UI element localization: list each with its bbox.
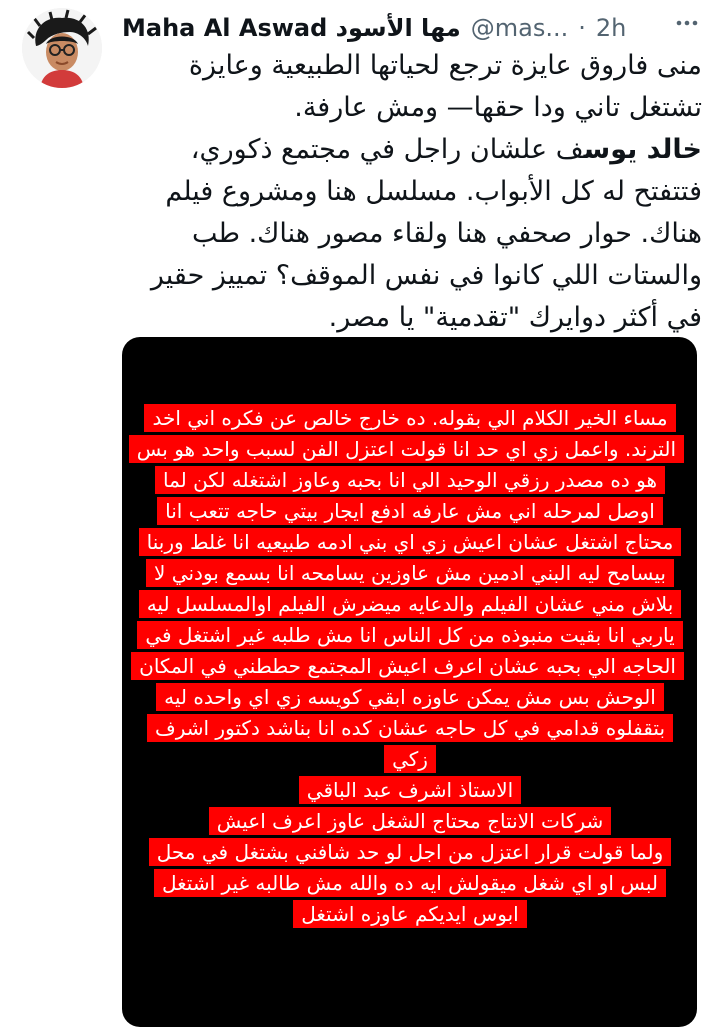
statement-paragraph-1: مساء الخير الكلام الي بقوله. ده خارج خالص عن فكره اني اخد الترند. واعمل زي اي حد انا قولت اعتزل الفن لسبب واحد هو بس هو ده مصدر رزقي الوحيد الي انا بحبه وعاوز اشتغله لكن لما اوصل لمرحله اني مش عارفه ادفع ايجار بيتي حاجه تتعب انا محتاج اشتغل عشان اعيش زي اي بني ادمه طبيعيه انا غلط وربنا بيسامح ليه البني ادمين مش عاوزين يسامحه انا بسمع بودني لا بلاش مني عشان الفيلم والدعايه ميضرش الفيلم اوالمسلسل ليه ياربي انا بقيت منبوذه من كل الناس انا مش طلبه غير اشتغل في الحاجه الي بحبه عشان اعرف اعيش المجتمع حططني في المكان الوحش بس مش يمكن عاوزه ابقي كويسه زي اي واحده ليه بتقفلوه قدامي في كل حاجه عشان كده انا بناشد دكتور اشرف زكي xyxy=(129,404,684,773)
tweet-image[interactable] xyxy=(122,337,697,1027)
timestamp[interactable]: 2h xyxy=(595,14,627,42)
more-options-icon[interactable] xyxy=(672,8,702,38)
statement-paragraph-4: ولما قولت قرار اعتزل من اجل لو حد شافني بشتغل في محل لبس او اي شغل ميقولش ايه ده والله مش طالبه غير اشتغل ابوس ايديكم عاوزه اشتغل xyxy=(149,838,672,928)
separator-dot: · xyxy=(578,14,586,42)
avatar[interactable] xyxy=(22,8,102,88)
tweet-name-link[interactable]: خالد يوس xyxy=(583,134,702,165)
statement-paragraph-3: شركات الانتاج محتاج الشغل عاوز اعرف اعيش xyxy=(209,807,612,835)
tweet-paragraph-2-text: ف علشان راجل في مجتمع ذكوري، فتتفتح له كل الأبواب. مسلسل هنا ومشروع فيلم هناك. حوار صحفي هنا ولقاء مصور هناك. طب والستات اللي كانوا في نفس الموقف؟ تمييز حقير في أكثر دوايرك "تقدمية" يا مصر. xyxy=(150,134,702,333)
user-handle[interactable]: @mas... xyxy=(470,14,569,42)
tweet-paragraph-2 xyxy=(120,129,702,339)
statement-paragraph-2: الاستاذ اشرف عبد الباقي xyxy=(299,776,521,804)
tweet-text xyxy=(120,45,702,339)
display-name[interactable]: Maha Al Aswad مها الأسود xyxy=(122,14,461,42)
statement-text-block xyxy=(136,403,684,930)
tweet-header xyxy=(122,8,712,48)
profile-avatar-icon xyxy=(22,8,102,88)
tweet-paragraph-1: منى فاروق عايزة ترجع لحياتها الطبيعية وعايزة تشتغل تاني ودا حقها— ومش عارفة. xyxy=(188,50,702,123)
